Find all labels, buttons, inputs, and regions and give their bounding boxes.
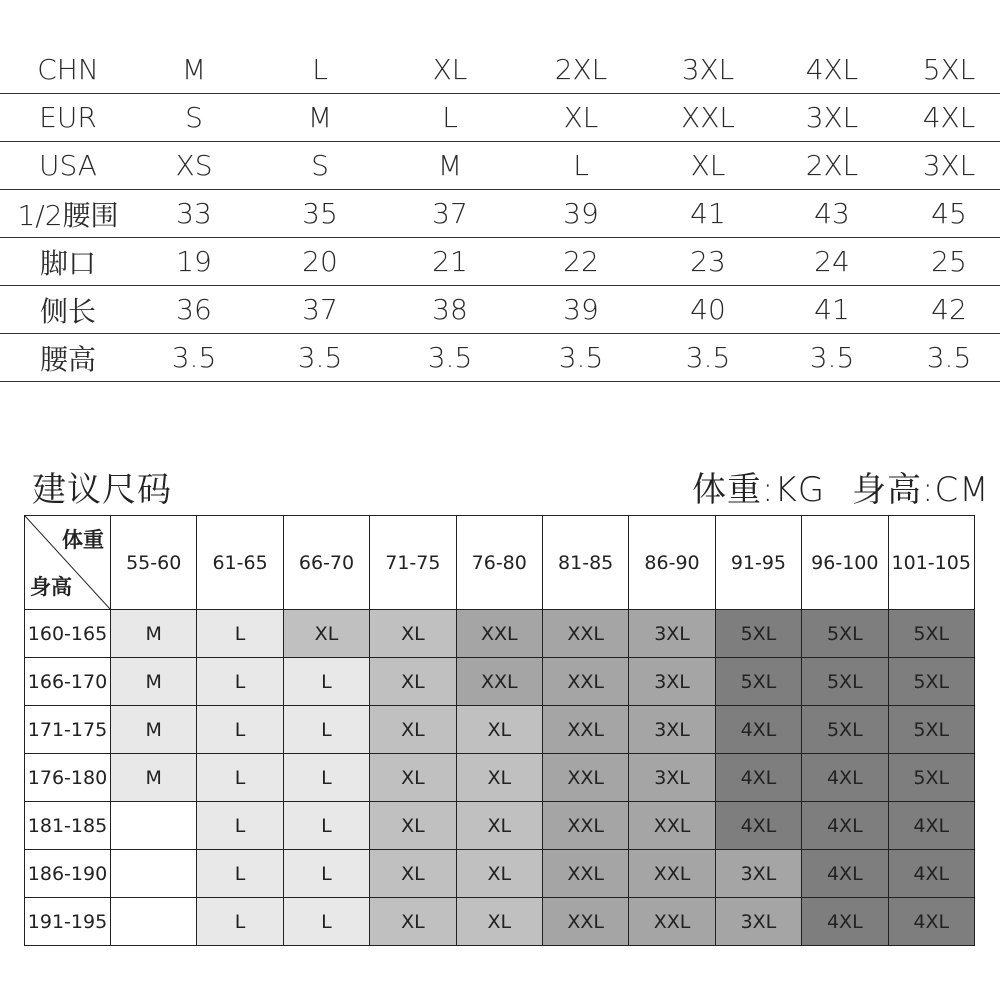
size-row (0, 238, 1000, 286)
size-cell: 5XL (898, 46, 1000, 94)
size-cell: M (388, 142, 512, 190)
size-row (0, 334, 1000, 382)
recommended-size-cell: 3XL (715, 850, 801, 898)
size-cell: 4XL (898, 94, 1000, 142)
size-row-label: 1/2腰围 (0, 190, 136, 238)
height-row (25, 898, 975, 946)
recommended-size-cell: XL (456, 850, 542, 898)
height-range-label: 191-195 (25, 898, 111, 946)
recommended-size-cell: L (197, 898, 283, 946)
recommended-size-cell: L (197, 706, 283, 754)
size-cell: XL (650, 142, 766, 190)
recommended-size-cell: XL (456, 898, 542, 946)
size-row-label: CHN (0, 46, 136, 94)
recommended-size-cell: 5XL (888, 658, 974, 706)
recommended-size-cell: XL (370, 610, 456, 658)
recommended-size-cell: 5XL (888, 754, 974, 802)
recommended-size-cell: XL (283, 610, 369, 658)
recommended-size-cell: XL (456, 802, 542, 850)
height-row (25, 754, 975, 802)
recommended-size-cell: M (111, 706, 197, 754)
height-row (25, 850, 975, 898)
height-unit-label: 身高:CM (852, 470, 990, 510)
recommendation-body (25, 610, 975, 946)
weight-range-header: 76-80 (456, 516, 542, 610)
weight-unit-label: 体重:KG (692, 470, 826, 510)
recommended-size-cell: M (111, 658, 197, 706)
recommended-size-cell: 5XL (715, 658, 801, 706)
size-cell: M (252, 94, 388, 142)
recommended-size-cell: XL (370, 706, 456, 754)
weight-range-header: 71-75 (370, 516, 456, 610)
size-cell: 3.5 (766, 334, 898, 382)
corner-header-cell (25, 516, 111, 610)
size-cell: L (388, 94, 512, 142)
recommended-size-cell: 5XL (715, 610, 801, 658)
height-range-label: 186-190 (25, 850, 111, 898)
size-row-label: 腰高 (0, 334, 136, 382)
recommended-size-cell: 4XL (715, 802, 801, 850)
size-row (0, 94, 1000, 142)
recommended-size-cell: 4XL (888, 898, 974, 946)
size-cell: 20 (252, 238, 388, 286)
size-cell: 22 (512, 238, 650, 286)
size-cell: XL (388, 46, 512, 94)
size-cell: 3.5 (252, 334, 388, 382)
size-cell: 36 (136, 286, 252, 334)
weight-range-header: 101-105 (888, 516, 974, 610)
size-cell: 33 (136, 190, 252, 238)
recommended-size-cell: 4XL (802, 754, 888, 802)
height-row (25, 802, 975, 850)
size-cell: XXL (650, 94, 766, 142)
recommended-size-cell: 3XL (629, 610, 715, 658)
recommended-size-cell: 5XL (888, 610, 974, 658)
recommended-size-cell: 5XL (888, 706, 974, 754)
recommended-size-cell: 4XL (802, 802, 888, 850)
size-row-label: EUR (0, 94, 136, 142)
recommended-size-cell: XL (370, 850, 456, 898)
recommended-size-cell: XXL (542, 658, 628, 706)
size-cell: 42 (898, 286, 1000, 334)
size-cell: 37 (388, 190, 512, 238)
recommended-size-cell: XL (370, 658, 456, 706)
recommended-size-cell: XXL (456, 610, 542, 658)
height-range-label: 166-170 (25, 658, 111, 706)
recommended-size-cell: XXL (629, 802, 715, 850)
recommended-size-cell: 4XL (802, 850, 888, 898)
recommended-size-cell: 4XL (888, 850, 974, 898)
recommended-size-cell (111, 802, 197, 850)
recommended-size-cell: L (283, 754, 369, 802)
recommended-size-cell: 4XL (888, 802, 974, 850)
recommended-size-cell: XXL (542, 898, 628, 946)
size-row (0, 46, 1000, 94)
recommended-size-cell: 4XL (715, 706, 801, 754)
size-cell: XS (136, 142, 252, 190)
size-cell: 23 (650, 238, 766, 286)
size-cell: 3.5 (650, 334, 766, 382)
size-cell: 21 (388, 238, 512, 286)
recommended-size-cell: 4XL (802, 898, 888, 946)
recommended-size-cell: XXL (542, 754, 628, 802)
size-chart-table (0, 46, 1000, 382)
size-cell: 35 (252, 190, 388, 238)
recommended-size-cell: L (283, 658, 369, 706)
recommended-size-cell: 3XL (715, 898, 801, 946)
height-range-label: 181-185 (25, 802, 111, 850)
size-cell: 43 (766, 190, 898, 238)
size-cell: S (252, 142, 388, 190)
recommended-size-cell: XXL (542, 610, 628, 658)
height-row (25, 658, 975, 706)
size-cell: XL (512, 94, 650, 142)
recommended-size-cell: XL (456, 754, 542, 802)
height-range-label: 176-180 (25, 754, 111, 802)
size-cell: 4XL (766, 46, 898, 94)
size-cell: 19 (136, 238, 252, 286)
size-cell: 3.5 (136, 334, 252, 382)
recommended-size-cell: XXL (456, 658, 542, 706)
size-cell: L (252, 46, 388, 94)
size-cell: 2XL (766, 142, 898, 190)
recommended-size-cell: 3XL (629, 658, 715, 706)
recommended-size-cell: 3XL (629, 706, 715, 754)
size-cell: 3.5 (898, 334, 1000, 382)
weight-range-header: 91-95 (715, 516, 801, 610)
size-cell: M (136, 46, 252, 94)
weight-range-header: 55-60 (111, 516, 197, 610)
recommended-size-cell (111, 850, 197, 898)
weight-range-header: 96-100 (802, 516, 888, 610)
recommended-size-cell: M (111, 754, 197, 802)
recommended-size-cell: XXL (542, 706, 628, 754)
recommended-size-cell: XL (456, 706, 542, 754)
recommended-size-cell: 5XL (802, 610, 888, 658)
size-row-label: 侧长 (0, 286, 136, 334)
weight-header-row (25, 516, 975, 610)
size-cell: 2XL (512, 46, 650, 94)
weight-range-header: 81-85 (542, 516, 628, 610)
size-cell: 37 (252, 286, 388, 334)
recommended-size-cell: L (197, 658, 283, 706)
size-cell: 45 (898, 190, 1000, 238)
size-cell: 3.5 (512, 334, 650, 382)
size-row (0, 142, 1000, 190)
recommendation-grid (24, 515, 975, 946)
recommended-size-cell: XL (370, 754, 456, 802)
weight-range-header: 86-90 (629, 516, 715, 610)
corner-weight-label: 体重 (62, 528, 104, 552)
size-cell: 25 (898, 238, 1000, 286)
weight-range-header: 61-65 (197, 516, 283, 610)
size-chart-body (0, 46, 1000, 382)
recommended-size-cell: L (197, 850, 283, 898)
recommended-size-cell: L (197, 802, 283, 850)
size-cell: 3XL (898, 142, 1000, 190)
recommended-size-cell: L (283, 898, 369, 946)
height-range-label: 171-175 (25, 706, 111, 754)
recommended-size-cell: XL (370, 802, 456, 850)
recommended-size-cell: XL (370, 898, 456, 946)
recommended-size-cell: L (197, 610, 283, 658)
recommended-size-cell (111, 898, 197, 946)
size-cell: 39 (512, 190, 650, 238)
recommended-size-cell: XXL (542, 850, 628, 898)
recommended-size-cell: XXL (629, 850, 715, 898)
size-cell: L (512, 142, 650, 190)
recommended-size-cell: L (197, 754, 283, 802)
recommended-size-cell: 3XL (629, 754, 715, 802)
size-cell: 41 (766, 286, 898, 334)
size-cell: 3XL (650, 46, 766, 94)
height-row (25, 610, 975, 658)
size-row-label: USA (0, 142, 136, 190)
recommended-size-cell: XXL (629, 898, 715, 946)
size-row (0, 286, 1000, 334)
size-cell: 41 (650, 190, 766, 238)
size-cell: 3XL (766, 94, 898, 142)
recommended-size-cell: M (111, 610, 197, 658)
recommended-size-cell: L (283, 706, 369, 754)
recommended-size-cell: XXL (542, 802, 628, 850)
recommended-size-cell: 5XL (802, 706, 888, 754)
size-cell: 40 (650, 286, 766, 334)
recommended-size-cell: L (283, 802, 369, 850)
size-row-label: 脚口 (0, 238, 136, 286)
size-cell: 24 (766, 238, 898, 286)
size-row (0, 190, 1000, 238)
height-range-label: 160-165 (25, 610, 111, 658)
size-cell: 38 (388, 286, 512, 334)
recommended-size-title: 建议尺码 (32, 470, 172, 510)
recommended-size-cell: 4XL (715, 754, 801, 802)
recommended-size-cell: 5XL (802, 658, 888, 706)
size-cell: 3.5 (388, 334, 512, 382)
recommended-size-cell: L (283, 850, 369, 898)
size-cell: 39 (512, 286, 650, 334)
weight-range-header: 66-70 (283, 516, 369, 610)
corner-height-label: 身高 (30, 575, 72, 599)
size-cell: S (136, 94, 252, 142)
height-row (25, 706, 975, 754)
